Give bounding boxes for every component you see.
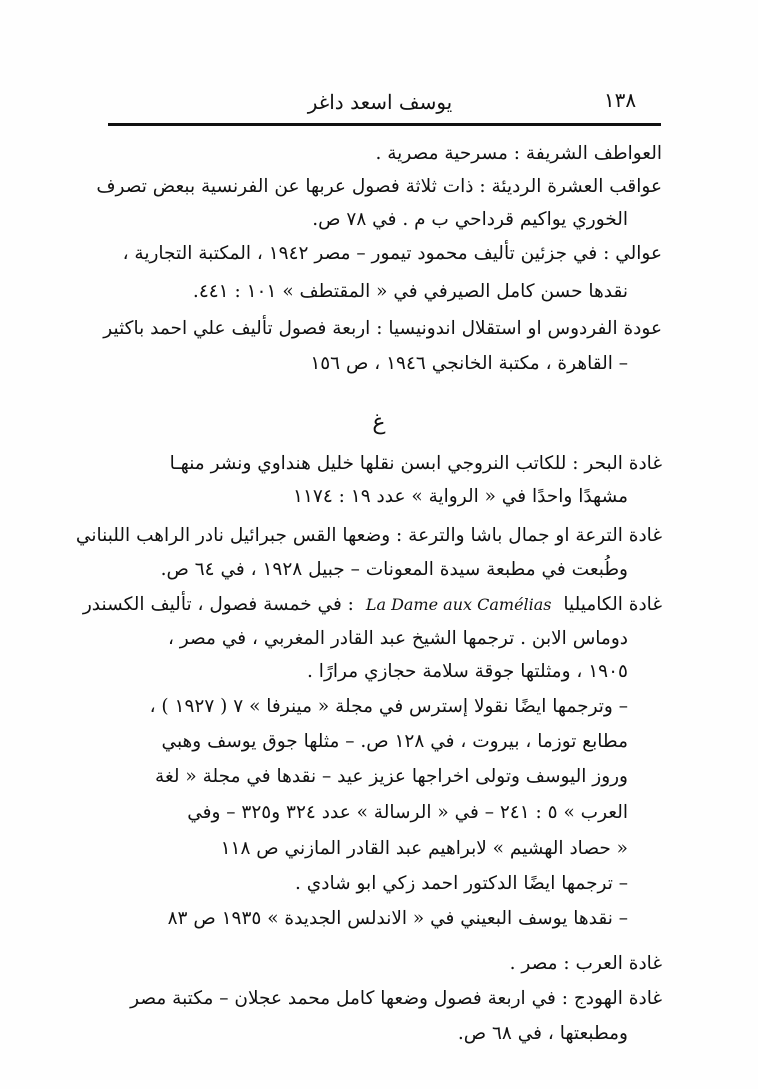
entry-text: : في خمسة فصول ، تأليف الكسندر (82, 594, 354, 615)
entry-line: غادة العرب : مصر . (509, 953, 662, 974)
entry-line: ومطبعتها ، في ٦٨ ص. (457, 1023, 628, 1044)
entry-line: عودة الفردوس او استقلال اندونيسيا : اربعة فصول تأليف علي احمد باكثير (103, 318, 662, 339)
entry-line: الخوري يواكيم قرداحي ب م . في ٧٨ ص. (312, 209, 628, 230)
header-rule (108, 123, 661, 126)
page-number: ١٣٨ (603, 88, 637, 112)
entry-line: مطابع توزما ، بيروت ، في ١٢٨ ص. – مثلها جوق يوسف وهبي (161, 731, 628, 752)
entry-line: غادة البحر : للكاتب النروجي ابسن نقلها خليل هنداوي ونشر منهـا (169, 453, 662, 474)
entry-line: العواطف الشريفة : مسرحية مصرية . (375, 143, 662, 164)
entry-line: نقدها حسن كامل الصيرفي في « المقتطف » ١٠١ : ٤٤١. (192, 281, 628, 302)
entry-line: عوالي : في جزئين تأليف محمود تيمور – مصر ١٩٤٢ ، المكتبة التجارية ، (122, 243, 662, 264)
entry-line: ١٩٠٥ ، ومثلتها جوقة سلامة حجازي مرارًا . (307, 661, 628, 682)
entry-line: « حصاد الهشيم » لابراهيم عبد القادر المازني ص ١١٨ (220, 838, 628, 859)
entry-line-with-latin (83, 596, 662, 615)
entry-line: دوماس الابن . ترجمها الشيخ عبد القادر المغربي ، في مصر ، (167, 628, 628, 649)
entry-line: – نقدها يوسف البعيني في « الاندلس الجديدة » ١٩٣٥ ص ٨٣ (167, 908, 628, 929)
entry-line: – ترجمها ايضًا الدكتور احمد زكي ابو شادي . (294, 873, 628, 894)
entry-line: وطُبعت في مطبعة سيدة المعونات – جبيل ١٩٢٨ ، في ٦٤ ص. (160, 559, 628, 580)
entry-line: وروز اليوسف وتولى اخراجها عزيز عيد – نقدها في مجلة « لغة (155, 766, 628, 787)
entry-line: غادة الهودج : في اربعة فصول وضعها كامل محمد عجلان – مكتبة مصر (130, 988, 662, 1009)
entry-line: العرب » ٥ : ٢٤١ – في « الرسالة » عدد ٣٢٤ و٣٢٥ – وفي (187, 802, 628, 823)
latin-title: La Dame aux Camélias (365, 595, 552, 614)
entry-line: عواقب العشرة الرديئة : ذات ثلاثة فصول عربها عن الفرنسية ببعض تصرف (96, 176, 662, 197)
section-letter: غ (372, 410, 386, 435)
entry-line: مشهدًا واحدًا في « الرواية » عدد ١٩ : ١١٧٤ (293, 486, 628, 507)
entry-line: – وترجمها ايضًا نقولا إسترس في مجلة « مينرفا » ٧ ( ١٩٢٧ ) ، (149, 696, 628, 717)
entry-line: غادة الترعة او جمال باشا والترعة : وضعها القس جبرائيل نادر الراهب اللبناني (75, 525, 662, 546)
entry-line: – القاهرة ، مكتبة الخانجي ١٩٤٦ ، ص ١٥٦ (310, 353, 628, 374)
entry-heading: غادة الكاميليا (563, 594, 662, 615)
running-header-author: يوسف اسعد داغر (307, 90, 453, 114)
